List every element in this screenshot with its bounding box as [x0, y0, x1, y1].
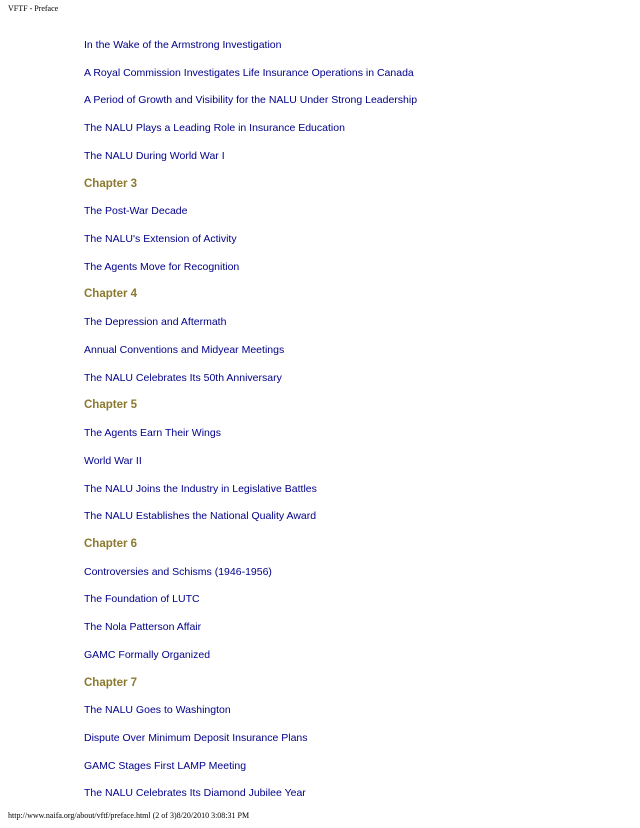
- toc-entry-row: [84, 730, 604, 758]
- toc-link[interactable]: The Nola Patterson Affair: [84, 621, 202, 634]
- toc-entry-row: [84, 203, 604, 231]
- toc-entry-row: [84, 314, 604, 342]
- chapter-heading-row: [84, 675, 604, 703]
- toc-entry-row: [84, 619, 604, 647]
- toc-link[interactable]: The Agents Move for Recognition: [84, 260, 240, 273]
- toc-link[interactable]: The NALU Joins the Industry in Legislative Battles: [84, 482, 317, 495]
- toc-link[interactable]: Dispute Over Minimum Deposit Insurance Plans: [84, 731, 308, 744]
- toc-entry-row: [84, 647, 604, 675]
- toc-link[interactable]: The Depression and Aftermath: [84, 316, 227, 329]
- print-header: VFTF - Preface: [8, 4, 59, 13]
- chapter-heading: Chapter 5: [84, 399, 138, 412]
- toc-entry-row: [84, 92, 604, 120]
- toc-entry-row: [84, 37, 604, 65]
- toc-entry-row: [84, 259, 604, 287]
- toc-link[interactable]: The NALU Goes to Washington: [84, 704, 231, 717]
- toc-entry-row: [84, 481, 604, 509]
- toc-link[interactable]: The Foundation of LUTC: [84, 593, 200, 606]
- toc-link[interactable]: The NALU Celebrates Its 50th Anniversary: [84, 371, 282, 384]
- toc-entry-row: [84, 702, 604, 730]
- toc-entry-row: [84, 425, 604, 453]
- chapter-heading: Chapter 4: [84, 288, 138, 301]
- toc-entry-row: [84, 564, 604, 592]
- chapter-heading: Chapter 3: [84, 177, 138, 190]
- toc-link[interactable]: Controversies and Schisms (1946-1956): [84, 565, 272, 578]
- toc-link[interactable]: GAMC Stages First LAMP Meeting: [84, 759, 247, 772]
- toc-entry-row: [84, 231, 604, 259]
- toc-link[interactable]: The NALU Plays a Leading Role in Insurance Education: [84, 122, 345, 135]
- toc-entry-row: [84, 508, 604, 536]
- toc-link[interactable]: The NALU Celebrates Its Diamond Jubilee Year: [84, 787, 306, 800]
- toc-link[interactable]: The Post-War Decade: [84, 205, 188, 218]
- chapter-heading-row: [84, 536, 604, 564]
- print-footer: http://www.naifa.org/about/vftf/preface.html (2 of 3)8/20/2010 3:08:31 PM: [8, 811, 250, 820]
- table-of-contents: [84, 37, 604, 813]
- toc-link[interactable]: Annual Conventions and Midyear Meetings: [84, 343, 285, 356]
- toc-link[interactable]: The NALU's Extension of Activity: [84, 233, 237, 246]
- toc-link[interactable]: The NALU During World War I: [84, 149, 225, 162]
- chapter-heading: Chapter 6: [84, 537, 138, 550]
- toc-entry-row: [84, 120, 604, 148]
- toc-entry-row: [84, 148, 604, 176]
- toc-link[interactable]: World War II: [84, 454, 142, 467]
- toc-entry-row: [84, 785, 604, 813]
- toc-link[interactable]: The NALU Establishes the National Quality Award: [84, 510, 317, 523]
- toc-entry-row: [84, 342, 604, 370]
- toc-link[interactable]: A Royal Commission Investigates Life Insurance Operations in Canada: [84, 66, 414, 79]
- toc-link[interactable]: The Agents Earn Their Wings: [84, 427, 221, 440]
- toc-entry-row: [84, 758, 604, 786]
- toc-link[interactable]: A Period of Growth and Visibility for the NALU Under Strong Leadership: [84, 94, 418, 107]
- toc-link[interactable]: In the Wake of the Armstrong Investigation: [84, 39, 282, 51]
- chapter-heading-row: [84, 397, 604, 425]
- toc-entry-row: [84, 453, 604, 481]
- toc-entry-row: [84, 591, 604, 619]
- chapter-heading-row: [84, 176, 604, 204]
- chapter-heading: Chapter 7: [84, 676, 138, 689]
- chapter-heading-row: [84, 286, 604, 314]
- toc-entry-row: [84, 65, 604, 93]
- toc-link[interactable]: GAMC Formally Organized: [84, 648, 211, 661]
- toc-entry-row: [84, 370, 604, 398]
